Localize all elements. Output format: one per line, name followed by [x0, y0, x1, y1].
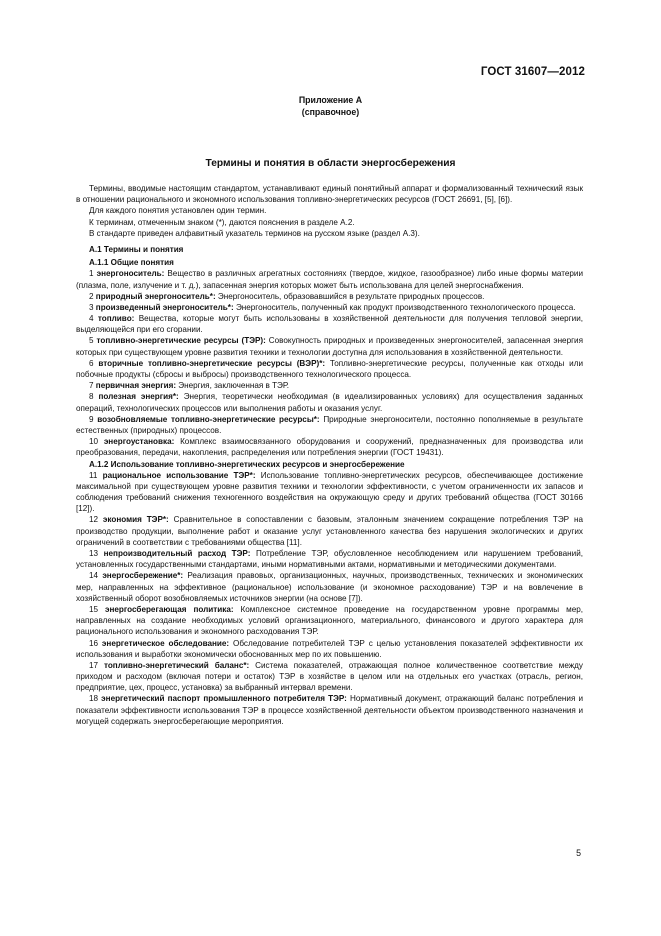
term-name: энергоноситель: — [96, 269, 165, 279]
appendix-type: (справочное) — [301, 107, 360, 117]
term-entry — [76, 660, 583, 694]
term-number: 12 — [89, 515, 99, 525]
intro-paragraph: Термины, вводимые настоящим стандартом, устанавливают единый понятийный аппарат и формализованный технический язык в отношении рационального и экономного использования топливно-энергетических ресурсов (ГОСТ 26691, [5], [6]). — [76, 184, 583, 205]
term-definition: Энергия, теоретически необходимая (в идеализированных условиях) для осуществления заданных операций, технологических процессов или выполнения работы и оказания услуг. — [76, 392, 583, 413]
term-entry — [76, 358, 583, 380]
term-definition: Энергоноситель, образовавшийся в результате природных процессов. — [217, 291, 485, 301]
term-name: произведенный энергоноситель*: — [95, 302, 234, 312]
term-definition: Комплексное системное проведение на государственном уровне программы мер, направленных на создание необходимых условий организационного, материального, финансового и другого характера для рационального использования и экономного расходования ТЭР. — [76, 604, 583, 637]
section-heading-a1: А.1 Термины и понятия — [89, 244, 184, 254]
term-definition: Комплекс взаимосвязанного оборудования и сооружений, предназначенных для производства или преобразования, передачи, накопления, распределения или потребления энергии (ГОСТ 19431). — [76, 437, 583, 458]
subsection-heading-a12: А.1.2 Использование топливно-энергетических ресурсов и энергосбережение — [89, 459, 405, 469]
term-number: 18 — [89, 694, 99, 704]
term-definition: Природные энергоносители, постоянно пополняемые в результате естественных (природных) процессов. — [76, 414, 583, 435]
term-entry — [76, 470, 583, 515]
term-name: топливо: — [97, 314, 135, 324]
term-definition: Вещество в различных агрегатных состояниях (твердое, жидкое, газообразное) либо иные формы материи (плазма, поле, излучение и т. д.), запасенная энергия которых может быть использована для целей энергоснабжения. — [76, 269, 583, 290]
term-entry — [76, 436, 583, 458]
term-entry — [76, 335, 583, 357]
term-entry — [76, 604, 583, 638]
term-number: 1 — [89, 269, 94, 279]
term-entry — [76, 693, 583, 727]
term-number: 8 — [89, 392, 94, 402]
term-name: топливно-энергетический баланс*: — [103, 660, 250, 670]
intro-paragraph: К терминам, отмеченным знаком (*), даются пояснения в разделе А.2. — [89, 217, 355, 227]
term-number: 16 — [89, 638, 99, 648]
term-entry — [76, 548, 583, 570]
term-name: экономия ТЭР*: — [102, 515, 169, 525]
term-definition: Вещества, которые могут быть использованы в хозяйственной деятельности для получения тепловой энергии, выделяющейся при его сгорании. — [76, 314, 583, 335]
appendix-title: Термины и понятия в области энергосбережения — [205, 158, 456, 169]
term-entry — [76, 313, 583, 335]
term-name: топливно-энергетические ресурсы (ТЭР): — [96, 336, 266, 346]
term-number: 10 — [89, 437, 99, 447]
term-name: полезная энергия*: — [98, 392, 179, 402]
term-number: 4 — [89, 314, 94, 324]
intro-paragraph: В стандарте приведен алфавитный указатель терминов на русском языке (раздел А.3). — [89, 228, 420, 238]
term-number: 17 — [89, 660, 99, 670]
term-definition: Нормативный документ, отражающий баланс потребления и показатели эффективности использования ТЭР в процессе хозяйственной деятельности объектом производственного назначения и могущей содержать энергосберегающие мероприятия. — [76, 694, 584, 726]
term-definition: Использование топливно-энергетических ресурсов, обеспечивающее достижение максимальной при существующем уровне развития техники и технологии эффективности, с учетом ограниченности их запасов и соблюдения требований снижения техногенного воздействия на окружающую среду и других требований общества (ГОСТ 30166 [12]). — [76, 470, 583, 514]
term-entry — [76, 291, 583, 302]
term-entry — [76, 380, 583, 391]
term-number: 6 — [89, 358, 94, 368]
term-name: энергосберегающая политика: — [105, 604, 234, 614]
term-entry — [76, 570, 583, 604]
document-code: ГОСТ 31607—2012 — [480, 66, 585, 78]
term-definition: Энергоноситель, полученный как продукт производственного технологического процесса. — [235, 302, 576, 312]
term-name: энергосбережение*: — [102, 571, 184, 581]
term-number: 3 — [89, 302, 94, 312]
term-name: энергоустановка: — [103, 437, 175, 447]
terms-list-usage — [76, 470, 583, 727]
term-number: 15 — [89, 604, 99, 614]
term-number: 14 — [89, 571, 99, 581]
appendix-label: Приложение А — [298, 95, 363, 105]
term-number: 2 — [89, 291, 94, 301]
subsection-heading-a11: А.1.1 Общие понятия — [89, 258, 174, 268]
term-number: 7 — [89, 381, 94, 391]
term-definition: Совокупность природных и произведенных энергоносителей, запасенная энергия которых при существующем уровне развития техники и технологии доступна для использования в хозяйственной деятельности. — [76, 336, 583, 357]
term-definition: Энергия, заключенная в ТЭР. — [178, 381, 290, 391]
term-number: 9 — [89, 414, 94, 424]
document-body — [76, 183, 583, 727]
term-entry — [76, 268, 583, 290]
term-entry — [76, 302, 583, 313]
term-name: энергетический паспорт промышленного потребителя ТЭР: — [101, 694, 347, 704]
term-definition: Реализация правовых, организационных, научных, производственных, технических и экономических мер, направленных на эффективное (рациональное) использование (и экономное расходование) ТЭР и на вовлечение в хозяйственный оборот возобновляемых источников энергии (на основе [7]). — [76, 571, 583, 603]
term-entry — [76, 514, 583, 548]
term-entry — [76, 638, 583, 660]
term-name: первичная энергия: — [95, 381, 177, 391]
term-number: 13 — [89, 549, 99, 558]
term-entry — [76, 414, 583, 436]
term-name: рациональное использование ТЭР*: — [102, 470, 256, 480]
term-name: непроизводительный расход ТЭР: — [103, 549, 251, 558]
term-name: энергетическое обследование: — [101, 638, 230, 648]
term-name: вторичные топливно-энергетические ресурсы (ВЭР)*: — [98, 358, 326, 368]
term-definition: Сравнительное в сопоставлении с базовым, эталонным значением сокращение потребления ТЭР на производство продукции, выполнение работ и оказание услуг установленного качества без нарушения экологических и других ограничений в соответствии с требованиями общества [11]. — [76, 515, 583, 547]
appendix-heading — [0, 94, 661, 118]
terms-list-general — [76, 268, 583, 458]
term-definition: Топливно-энергетические ресурсы, полученные как отходы или побочные продукты (сбросы и выбросы) производственного технологического процесса. — [76, 358, 584, 379]
term-name: возобновляемые топливно-энергетические ресурсы*: — [97, 414, 320, 424]
intro-paragraph: Для каждого понятия установлен один термин. — [89, 206, 267, 216]
term-name: природный энергоноситель*: — [95, 291, 216, 301]
term-definition: Потребление ТЭР, обусловленное несоблюдением или нарушением требований, установленных государственными стандартами, иными нормативными актами, нормативными и методическими документами. — [76, 549, 583, 570]
page-number: 5 — [576, 848, 581, 858]
term-number: 11 — [89, 470, 98, 480]
term-entry — [76, 391, 583, 413]
term-number: 5 — [89, 336, 94, 346]
term-definition: Обследование потребителей ТЭР с целью установления показателей эффективности их использования и выработки экономически обоснованных мер по их повышению. — [76, 638, 583, 659]
term-definition: Система показателей, отражающая полное количественное соответствие между приходом и расходом (включая потери и остаток) ТЭР в хозяйстве в целом или на отдельных его участках (отрасль, регион, предприятие, цех, процесс, установка) за выбранный интервал времени. — [76, 660, 583, 693]
